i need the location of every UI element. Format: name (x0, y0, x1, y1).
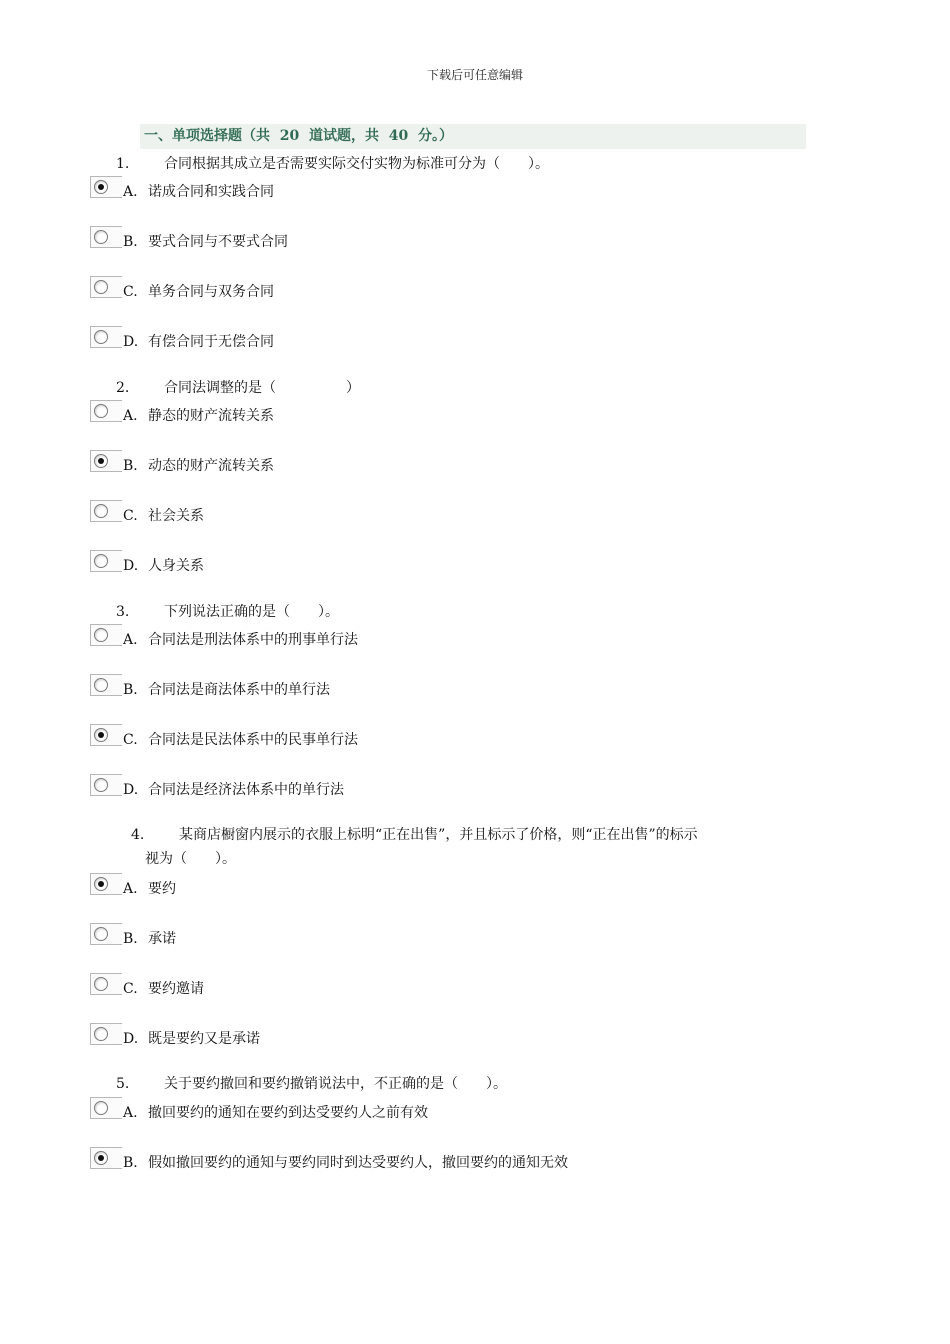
answer-option[interactable] (90, 1023, 690, 1053)
radio-checked-icon[interactable] (94, 728, 108, 742)
question-stem (116, 152, 549, 176)
answer-option[interactable] (90, 450, 690, 480)
radio-unchecked-icon[interactable] (94, 330, 108, 344)
question-number: 1. (116, 156, 130, 172)
answer-option[interactable] (90, 724, 690, 754)
option-letter: C. (123, 732, 138, 748)
option-text: 人身关系 (148, 558, 204, 574)
answer-option[interactable] (90, 500, 690, 530)
question-text: 某商店橱窗内展示的衣服上标明“正在出售”，并且标示了价格，则“正在出售”的标示 (179, 827, 698, 843)
answer-option[interactable] (90, 226, 690, 256)
answer-option[interactable] (90, 674, 690, 704)
option-letter: A. (123, 1105, 138, 1121)
option-text: 有偿合同于无偿合同 (148, 334, 274, 350)
radio-checked-icon[interactable] (94, 454, 108, 468)
radio-unchecked-icon[interactable] (94, 404, 108, 418)
option-text: 撤回要约的通知在要约到达受要约人之前有效 (148, 1105, 428, 1121)
answer-option[interactable] (90, 624, 690, 654)
radio-frame[interactable] (90, 176, 122, 198)
question-number: 3. (116, 604, 130, 620)
option-text: 要式合同与不要式合同 (148, 234, 288, 250)
option-text: 要约 (148, 881, 176, 897)
radio-unchecked-icon[interactable] (94, 678, 108, 692)
radio-frame[interactable] (90, 450, 122, 472)
answer-option[interactable] (90, 326, 690, 356)
option-letter: B. (123, 458, 138, 474)
radio-checked-icon[interactable] (94, 180, 108, 194)
answer-option[interactable] (90, 774, 690, 804)
radio-frame[interactable] (90, 326, 122, 348)
option-text: 合同法是商法体系中的单行法 (148, 682, 330, 698)
radio-frame[interactable] (90, 724, 122, 746)
question-text: 合同根据其成立是否需要实际交付实物为标准可分为（ ）。 (164, 156, 549, 172)
radio-frame[interactable] (90, 624, 122, 646)
option-text: 合同法是经济法体系中的单行法 (148, 782, 344, 798)
question-number: 2. (116, 380, 130, 396)
radio-frame[interactable] (90, 1023, 122, 1045)
radio-frame[interactable] (90, 400, 122, 422)
option-text: 假如撤回要约的通知与要约同时到达受要约人，撤回要约的通知无效 (148, 1155, 568, 1171)
question-number: 5. (116, 1076, 130, 1092)
option-text: 单务合同与双务合同 (148, 284, 274, 300)
radio-unchecked-icon[interactable] (94, 1027, 108, 1041)
radio-frame[interactable] (90, 923, 122, 945)
radio-frame[interactable] (90, 1097, 122, 1119)
radio-unchecked-icon[interactable] (94, 280, 108, 294)
option-letter: D. (123, 1031, 139, 1047)
option-letter: C. (123, 981, 138, 997)
answer-option[interactable] (90, 1147, 690, 1177)
option-letter: C. (123, 508, 138, 524)
option-letter: B. (123, 234, 138, 250)
answer-option[interactable] (90, 550, 690, 580)
answer-option[interactable] (90, 1097, 690, 1127)
option-letter: B. (123, 682, 138, 698)
radio-unchecked-icon[interactable] (94, 628, 108, 642)
question-number: 4. (131, 827, 145, 843)
option-text: 静态的财产流转关系 (148, 408, 274, 424)
radio-frame[interactable] (90, 276, 122, 298)
question-text: 合同法调整的是（ ） (164, 380, 360, 396)
option-text: 要约邀请 (148, 981, 204, 997)
answer-option[interactable] (90, 400, 690, 430)
option-letter: B. (123, 1155, 138, 1171)
answer-option[interactable] (90, 276, 690, 306)
question-stem (116, 1072, 507, 1096)
radio-frame[interactable] (90, 873, 122, 895)
radio-frame[interactable] (90, 1147, 122, 1169)
question-text: 关于要约撤回和要约撤销说法中，不正确的是（ ）。 (164, 1076, 507, 1092)
question-text-continued: 视为（ ）。 (145, 851, 236, 867)
radio-frame[interactable] (90, 774, 122, 796)
radio-unchecked-icon[interactable] (94, 230, 108, 244)
option-letter: B. (123, 931, 138, 947)
option-letter: D. (123, 334, 139, 350)
option-letter: D. (123, 558, 139, 574)
answer-option[interactable] (90, 923, 690, 953)
option-letter: A. (123, 632, 138, 648)
answer-option[interactable] (90, 873, 690, 903)
radio-unchecked-icon[interactable] (94, 554, 108, 568)
answer-option[interactable] (90, 973, 690, 1003)
radio-unchecked-icon[interactable] (94, 927, 108, 941)
option-text: 合同法是民法体系中的民事单行法 (148, 732, 358, 748)
radio-unchecked-icon[interactable] (94, 1101, 108, 1115)
option-text: 承诺 (148, 931, 176, 947)
radio-checked-icon[interactable] (94, 877, 108, 891)
section-title: 一、单项选择题（共 20 道试题，共 40 分。） (140, 124, 806, 149)
question-text: 下列说法正确的是（ ）。 (164, 604, 339, 620)
option-letter: A. (123, 881, 138, 897)
option-text: 既是要约又是承诺 (148, 1031, 260, 1047)
option-letter: A. (123, 408, 138, 424)
radio-unchecked-icon[interactable] (94, 778, 108, 792)
radio-frame[interactable] (90, 500, 122, 522)
radio-frame[interactable] (90, 973, 122, 995)
option-letter: C. (123, 284, 138, 300)
page-header: 下载后可任意编辑 (426, 68, 523, 82)
option-text: 动态的财产流转关系 (148, 458, 274, 474)
radio-checked-icon[interactable] (94, 1151, 108, 1165)
answer-option[interactable] (90, 176, 690, 206)
radio-unchecked-icon[interactable] (94, 504, 108, 518)
question-stem (131, 823, 811, 871)
radio-frame[interactable] (90, 550, 122, 572)
option-letter: A. (123, 184, 138, 200)
radio-unchecked-icon[interactable] (94, 977, 108, 991)
radio-frame[interactable] (90, 226, 122, 248)
option-text: 社会关系 (148, 508, 204, 524)
question-stem (116, 600, 339, 624)
option-text: 诺成合同和实践合同 (148, 184, 274, 200)
option-letter: D. (123, 782, 139, 798)
option-text: 合同法是刑法体系中的刑事单行法 (148, 632, 358, 648)
radio-frame[interactable] (90, 674, 122, 696)
question-stem (116, 376, 360, 400)
